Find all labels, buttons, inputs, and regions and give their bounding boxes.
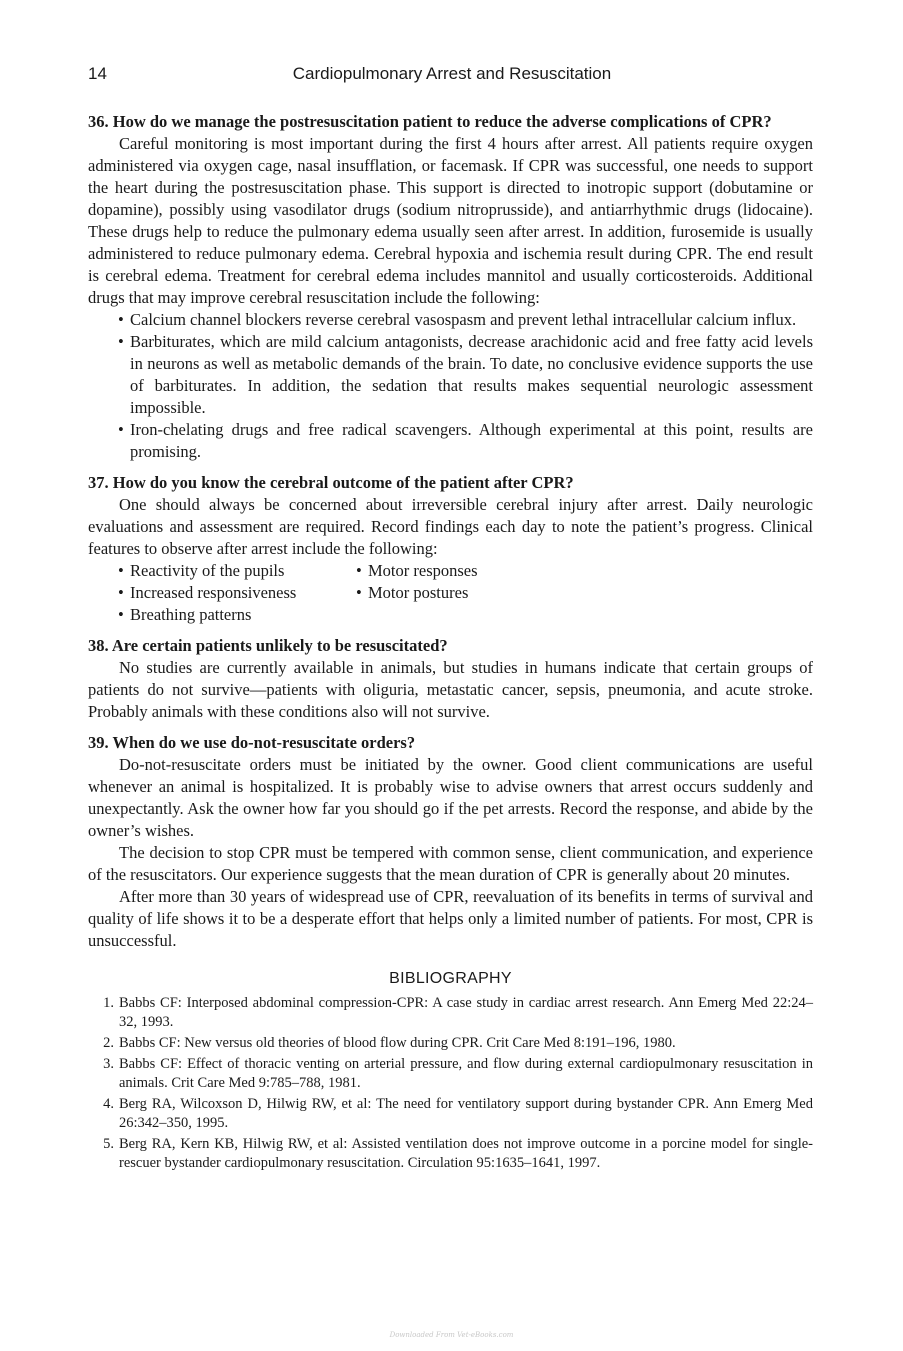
entry-text: Babbs CF: New versus old theories of blood flow during CPR. Crit Care Med 8:191–196, 1980. (119, 1035, 676, 1051)
page-number: 14 (88, 64, 107, 83)
list-item: • Increased responsiveness (118, 583, 297, 602)
question-38-title: Are certain patients unlikely to be resuscitated? (111, 636, 448, 655)
list-item: • Calcium channel blockers reverse cerebral vasospasm and prevent lethal intracellular calcium influx. (118, 310, 797, 329)
question-37-heading (88, 472, 813, 494)
question-36-title: How do we manage the postresuscitation patient to reduce the adverse complications of CPR? (112, 112, 772, 131)
bibliography-entry (88, 1055, 813, 1093)
bullet-icon: • (356, 583, 362, 602)
entry-number: 3. (103, 1056, 114, 1072)
question-38-answer: No studies are currently available in animals, but studies in humans indicate that certain groups of patients do not survive—patients with oliguria, metastatic cancer, sepsis, pneumonia, and acute stroke. Probably animals with these conditions also will not survive. (88, 658, 813, 721)
question-37-title: How do you know the cerebral outcome of the patient after CPR? (112, 473, 574, 492)
entry-number: 2. (103, 1035, 114, 1051)
bibliography-entry (88, 994, 813, 1032)
question-39-paragraph-1: Do-not-resuscitate orders must be initiated by the owner. Good client communications are useful whenever an animal is hospitalized. It is probably wise to advise owners that arrest occurs suddenly and unexpectantly. Ask the owner how far you should go if the pet arrests. Record the response, and abide by the owner’s wishes. (88, 755, 813, 840)
list-item: • Motor responses (356, 561, 478, 580)
entry-number: 4. (103, 1096, 114, 1112)
question-37-answer: One should always be concerned about irreversible cerebral injury after arrest. Daily neurologic evaluations and assessment are required. Record findings each day to note the patient’s progress. Clinical features to observe after arrest include the following: (88, 495, 813, 558)
list-item: • Motor postures (356, 583, 469, 602)
watermark: Downloaded From Vet-eBooks.com (389, 1331, 514, 1339)
list-item: • Reactivity of the pupils (118, 561, 285, 580)
bullet-icon: • (118, 561, 124, 580)
entry-number: 1. (103, 995, 114, 1011)
bullet-icon: • (356, 561, 362, 580)
bullet-icon: • (118, 605, 124, 624)
question-39-title: When do we use do-not-resuscitate orders? (112, 733, 416, 752)
question-39-number: 39. (88, 733, 109, 752)
question-36-heading (88, 111, 813, 133)
bullet-icon: • (118, 583, 124, 602)
question-37-number: 37. (88, 473, 109, 492)
question-39-paragraph-3: After more than 30 years of widespread use of CPR, reevaluation of its benefits in terms of survival and quality of life shows it to be a desperate effort that helps only a limited number of patients. For most, CPR is unsuccessful. (88, 887, 813, 950)
clinical-features-list (118, 560, 813, 626)
list-item: • Iron-chelating drugs and free radical scavengers. Although experimental at this point, results are promising. (118, 420, 813, 461)
entry-text: Berg RA, Wilcoxson D, Hilwig RW, et al: The need for ventilatory support during bystander CPR. Ann Emerg Med 26:342–350, 1995. (119, 1096, 813, 1131)
page-header (88, 64, 816, 88)
page-content (88, 111, 813, 1175)
entry-text: Babbs CF: Effect of thoracic venting on arterial pressure, and flow during external cardiopulmonary resuscitation in animals. Crit Care Med 9:785–788, 1981. (119, 1056, 813, 1091)
question-38-heading (88, 635, 813, 657)
question-36-drug-list (88, 309, 813, 463)
question-36-number: 36. (88, 112, 109, 131)
bullet-icon: • (118, 420, 124, 439)
running-head: Cardiopulmonary Arrest and Resuscitation (292, 64, 612, 83)
entry-number: 5. (103, 1136, 114, 1152)
bibliography-entry (88, 1034, 813, 1053)
entry-text: Berg RA, Kern KB, Hilwig RW, et al: Assisted ventilation does not improve outcome in a porcine model for single-rescuer bystander cardiopulmonary resuscitation. Circulation 95:1635–1641, 1997. (119, 1136, 813, 1171)
list-item: • Breathing patterns (118, 605, 252, 624)
bibliography-list (88, 994, 813, 1173)
bibliography-heading: BIBLIOGRAPHY (389, 970, 512, 987)
bibliography-entry (88, 1135, 813, 1173)
list-item: • Barbiturates, which are mild calcium antagonists, decrease arachidonic acid and free fatty acid levels in neurons as well as metabolic demands of the brain. To date, no conclusive evidence supports the use of barbiturates. In addition, the sedation that results makes sequential neurologic assessment impossible. (118, 332, 813, 417)
bibliography-entry (88, 1095, 813, 1133)
question-36-answer: Careful monitoring is most important during the first 4 hours after arrest. All patients require oxygen administered via oxygen cage, nasal insufflation, or facemask. If CPR was successful, one needs to support the heart during the postresuscitation phase. This support is directed to inotropic support (dobutamine or dopamine), possibly using vasodilator drugs (sodium nitroprusside), and antiarrhythmic drugs (lidocaine). These drugs help to reduce the pulmonary edema usually seen after arrest. In addition, furosemide is usually administered to reduce pulmonary edema. Cerebral hypoxia and ischemia result during CPR. The end result is cerebral edema. Treatment for cerebral edema includes mannitol and usually corticosteroids. Additional drugs that may improve cerebral resuscitation include the following: (88, 134, 813, 307)
bullet-icon: • (118, 332, 124, 351)
bullet-icon: • (118, 310, 124, 329)
question-39-paragraph-2: The decision to stop CPR must be tempered with common sense, client communication, and experience of the resuscitators. Our experience suggests that the mean duration of CPR is generally about 20 minutes. (88, 843, 813, 884)
entry-text: Babbs CF: Interposed abdominal compression-CPR: A case study in cardiac arrest research. Ann Emerg Med 22:24–32, 1993. (119, 995, 813, 1030)
question-38-number: 38. (88, 636, 109, 655)
question-39-heading (88, 732, 813, 754)
